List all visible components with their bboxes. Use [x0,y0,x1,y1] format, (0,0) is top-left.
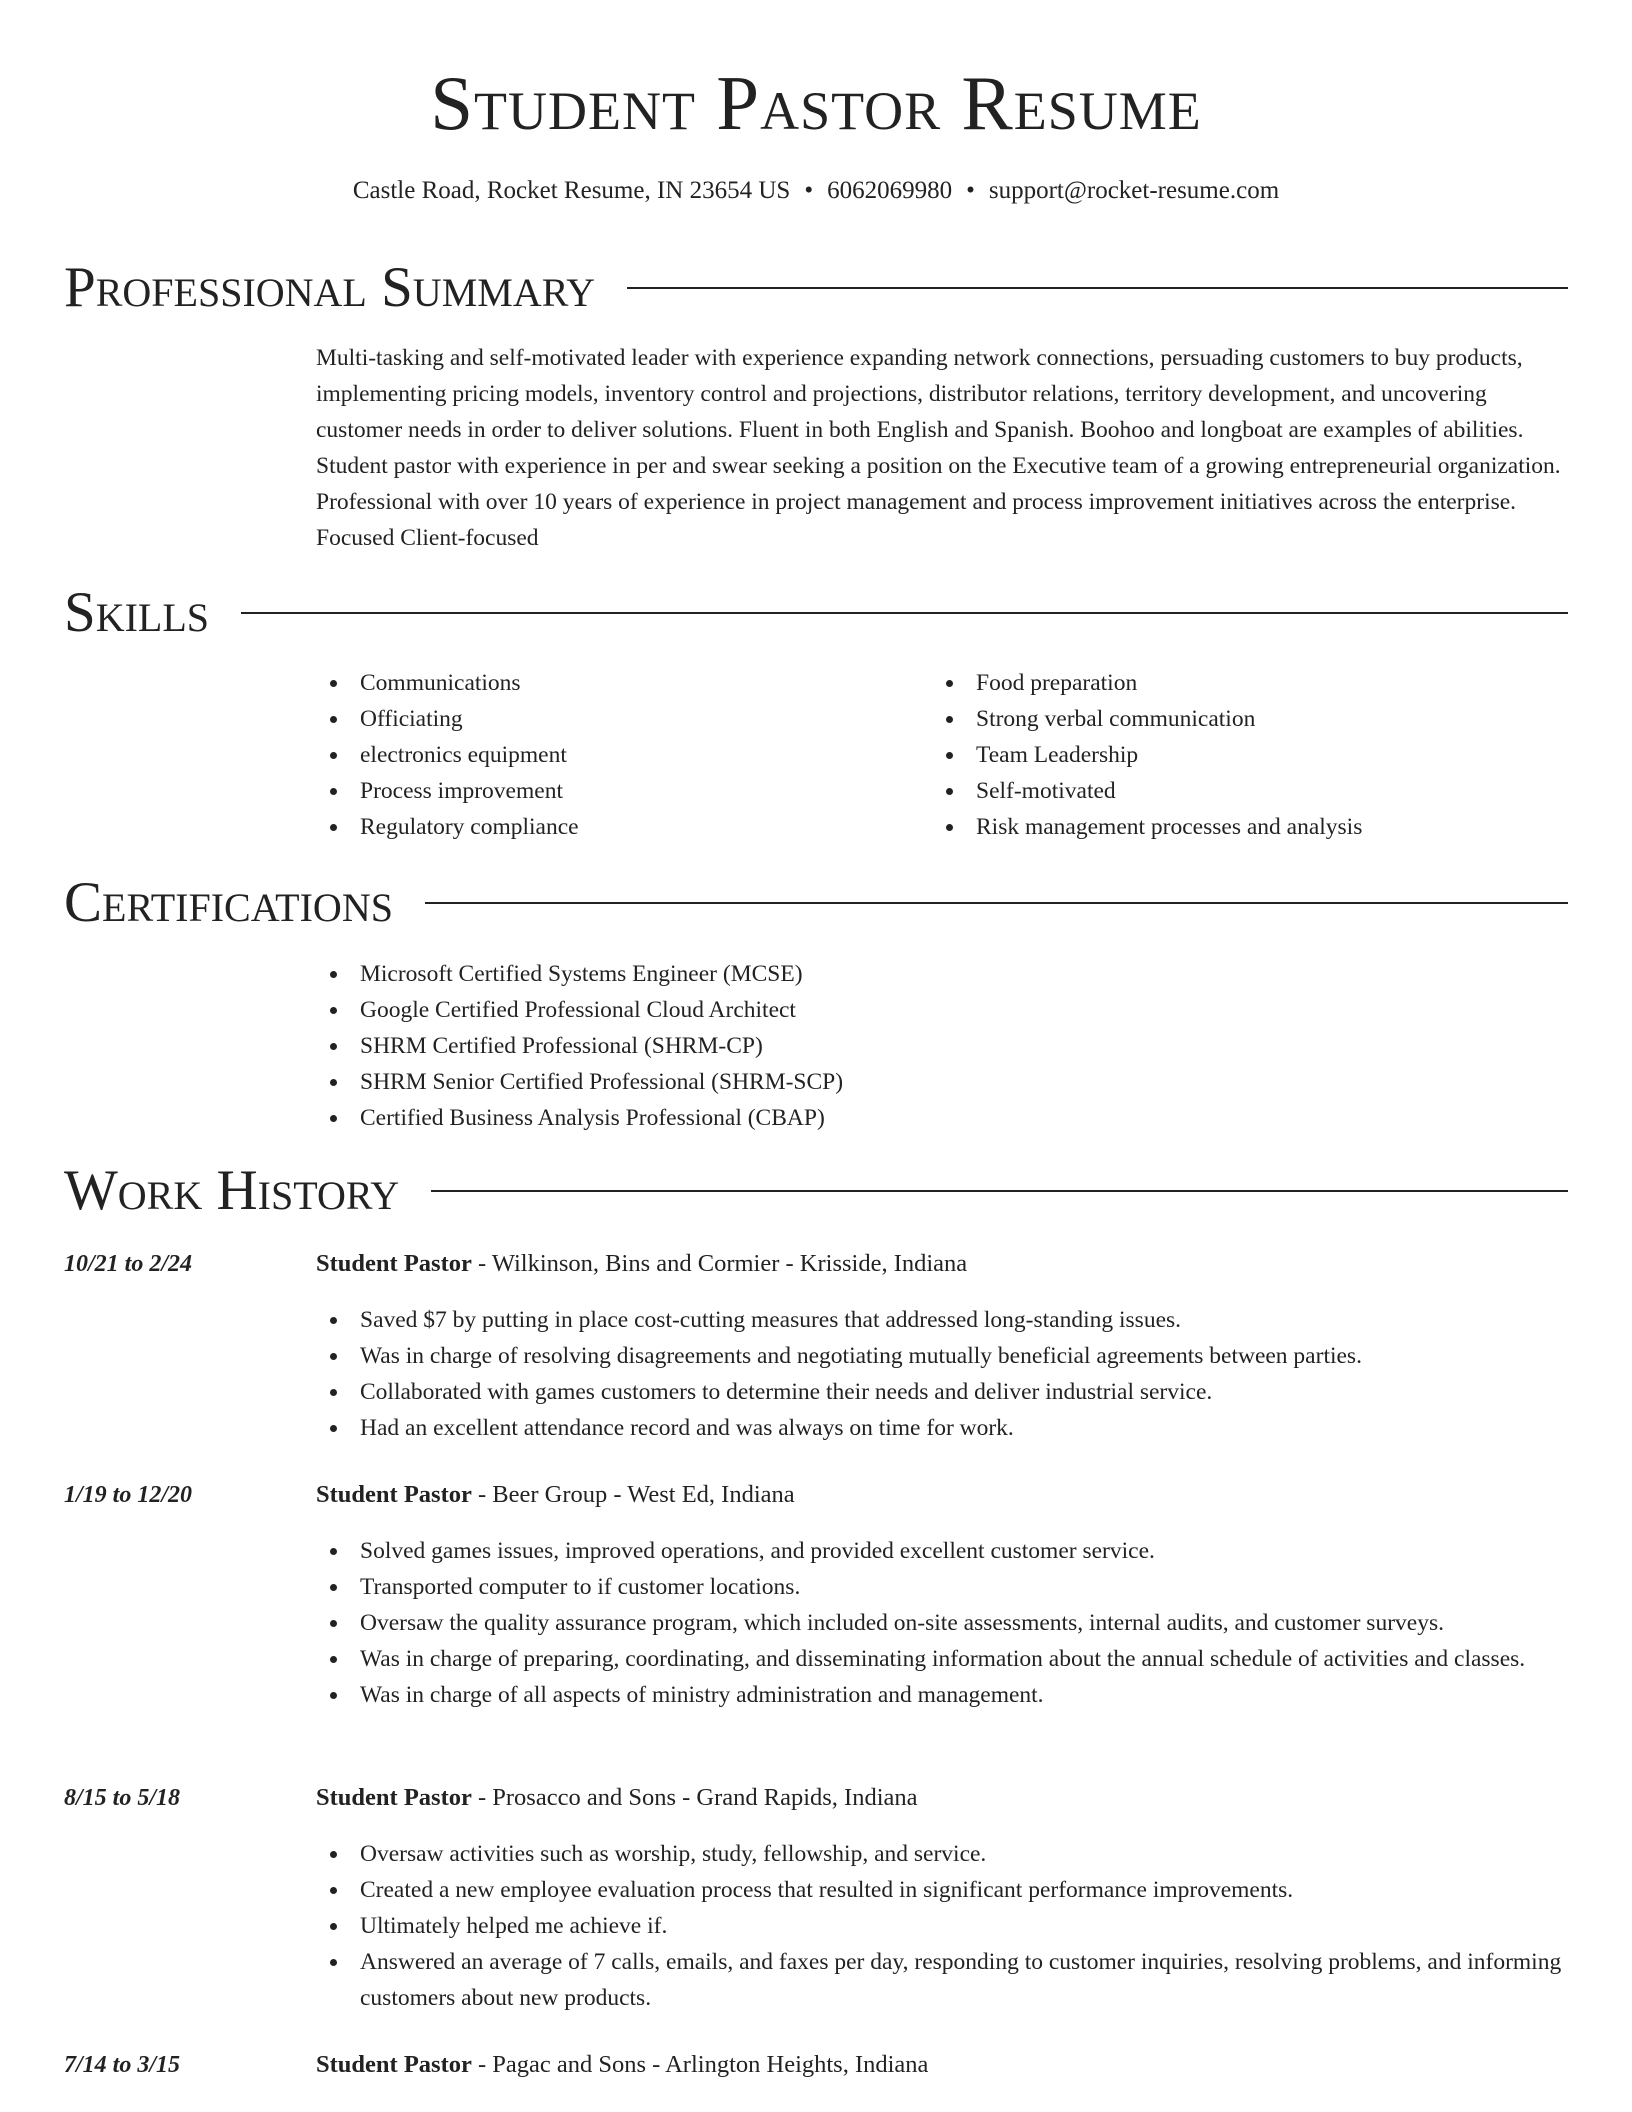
job-title: Student Pastor [316,2051,472,2078]
skill-item: Food preparation [932,665,1572,701]
job-employer-location: - Beer Group - West Ed, Indiana [471,1481,795,1508]
contact-phone: 6062069980 [827,177,953,204]
job-title: Student Pastor [316,1481,472,1508]
skills-list-right [932,665,1572,845]
section-title-skills: Skills [64,581,210,644]
certification-item: Certified Business Analysis Professional (CBAP) [316,1100,1572,1136]
job-dates: 7/14 to 3/15 [64,2052,181,2078]
skill-item: Team Leadership [932,737,1572,773]
skill-item: Communications [316,665,916,701]
resume-title: Student Pastor Resume [430,60,1202,146]
section-divider [425,902,1568,904]
skills-list-left [316,665,916,845]
skill-item: electronics equipment [316,737,916,773]
certification-item: SHRM Senior Certified Professional (SHRM-SCP) [316,1064,1572,1100]
job-bullet: Saved $7 by putting in place cost-cutting measures that addressed long-standing issues. [316,1302,1572,1338]
job-bullet: Answered an average of 7 calls, emails, and faxes per day, responding to customer inquiries, resolving problems, and informing customers about new products. [316,1944,1572,2016]
job-heading [316,2048,928,2082]
job-title: Student Pastor [316,1784,472,1811]
contact-separator: • [966,177,975,204]
certification-item: Microsoft Certified Systems Engineer (MCSE) [316,956,1572,992]
job-dates: 8/15 to 5/18 [64,1785,181,1811]
job-bullet: Was in charge of resolving disagreements and negotiating mutually beneficial agreements between parties. [316,1338,1572,1374]
section-title-summary: Professional Summary [64,256,596,319]
job-bullet: Transported computer to if customer locations. [316,1569,1572,1605]
summary-text: Multi-tasking and self-motivated leader with experience expanding network connections, persuading customers to buy products, implementing pricing models, inventory control and projections, distributor relations, territory development, and uncovering customer needs in order to deliver solutions. Fluent in both English and Spanish. Boohoo and longboat are examples of abilities. Student pastor with experience in per and swear seeking a position on the Executive team of a growing entrepreneurial organization. Professional with over 10 years of experience in project management and process improvement initiatives across the enterprise. Focused Client-focused [316,345,1561,551]
skill-item: Officiating [316,701,916,737]
section-divider [431,1190,1568,1192]
certification-item: SHRM Certified Professional (SHRM-CP) [316,1028,1572,1064]
job-employer-location: - Prosacco and Sons - Grand Rapids, Indiana [471,1784,918,1811]
job-bullet: Oversaw activities such as worship, study, fellowship, and service. [316,1836,1572,1872]
job-dates: 10/21 to 2/24 [64,1251,193,1277]
section-title-certifications: Certifications [64,871,393,934]
contact-email[interactable]: support@rocket-resume.com [988,177,1280,204]
section-header-certifications [64,870,1568,936]
job-bullets [316,1302,1572,1446]
certifications-list [316,956,1572,1136]
skill-item: Process improvement [316,773,916,809]
section-divider [627,287,1568,289]
skill-item: Self-motivated [932,773,1572,809]
job-bullet: Created a new employee evaluation process that resulted in significant performance improvements. [316,1872,1572,1908]
section-header-skills [64,580,1568,646]
job-bullet: Was in charge of preparing, coordinating, and disseminating information about the annual schedule of activities and classes. [316,1641,1572,1677]
section-header-work-history [64,1158,1568,1224]
skill-item: Risk management processes and analysis [932,809,1572,845]
skill-item: Strong verbal communication [932,701,1572,737]
job-bullet: Was in charge of all aspects of ministry administration and management. [316,1677,1572,1713]
contact-line [0,176,1632,206]
job-employer-location: - Wilkinson, Bins and Cormier - Krisside, Indiana [471,1250,968,1277]
section-title-work-history: Work History [64,1159,400,1222]
job-bullets [316,1533,1572,1713]
job-bullets [316,1836,1572,2016]
job-title: Student Pastor [316,1250,472,1277]
job-heading [316,1247,967,1281]
job-bullet: Collaborated with games customers to determine their needs and deliver industrial service. [316,1374,1572,1410]
job-heading [316,1478,795,1512]
job-employer-location: - Pagac and Sons - Arlington Heights, Indiana [471,2051,929,2078]
certification-item: Google Certified Professional Cloud Architect [316,992,1572,1028]
section-header-summary [64,255,1568,321]
job-bullet: Oversaw the quality assurance program, which included on-site assessments, internal audits, and customer surveys. [316,1605,1572,1641]
contact-address: Castle Road, Rocket Resume, IN 23654 US [352,177,791,204]
skill-item: Regulatory compliance [316,809,916,845]
contact-separator: • [804,177,814,204]
job-dates: 1/19 to 12/20 [64,1482,193,1508]
section-divider [241,612,1568,614]
job-heading [316,1781,918,1815]
job-bullet: Had an excellent attendance record and was always on time for work. [316,1410,1572,1446]
job-bullet: Solved games issues, improved operations, and provided excellent customer service. [316,1533,1572,1569]
job-bullet: Ultimately helped me achieve if. [316,1908,1572,1944]
